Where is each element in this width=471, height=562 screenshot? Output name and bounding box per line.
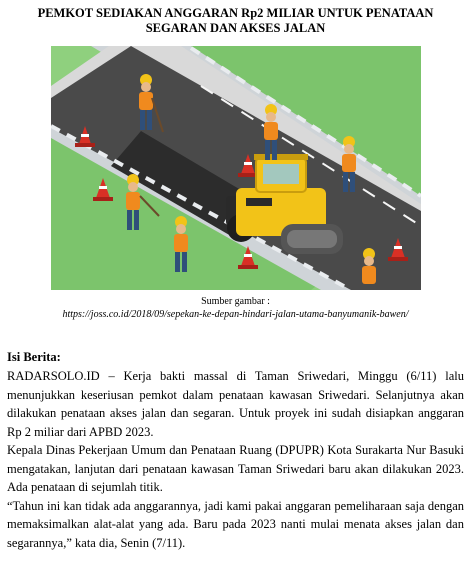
- article-paragraph: Kepala Dinas Pekerjaan Umum dan Penataan Ruang (DPUPR) Kota Surakarta Nur Basuki mengatakan, lanjutan dari penataan kawasan Taman Sriwedari baru akan dilakukan 2023. Ada penataan di sejumlah titik.: [7, 443, 464, 494]
- article-title: [0, 6, 471, 36]
- image-source-url[interactable]: https://joss.co.id/2018/09/sepekan-ke-depan-hindari-jalan-utama-banyumanik-bawen/: [62, 309, 409, 320]
- section-heading: Isi Berita:: [7, 350, 61, 364]
- article-body: [7, 367, 464, 552]
- article-title-line-2: SEGARAN DAN AKSES JALAN: [145, 21, 326, 35]
- article-paragraph: RADARSOLO.ID – Kerja bakti massal di Taman Sriwedari, Minggu (6/11) lalu menunjukkan keseriusan pemkot dalam penataan kawasan Sriwedari. Selanjutnya akan dilakukan penataan akses jalan dan segaran. Untuk proyek ini sudah disiapkan anggaran Rp 2 miliar dari APBD 2023.: [7, 369, 464, 439]
- road-construction-illustration: [51, 46, 421, 290]
- image-source-label: Sumber gambar :: [201, 296, 270, 307]
- article-paragraph: “Tahun ini kan tidak ada anggarannya, jadi kami pakai anggaran pemeliharaan saja dengan memaksimalkan alat-alat yang ada. Baru pada 2023 nanti mulai menata akses jalan dan segarannya,” kata dia, Senin (7/11).: [7, 498, 464, 550]
- article-title-line-1: PEMKOT SEDIAKAN ANGGARAN Rp2 MILIAR UNTUK PENATAAN: [37, 6, 434, 20]
